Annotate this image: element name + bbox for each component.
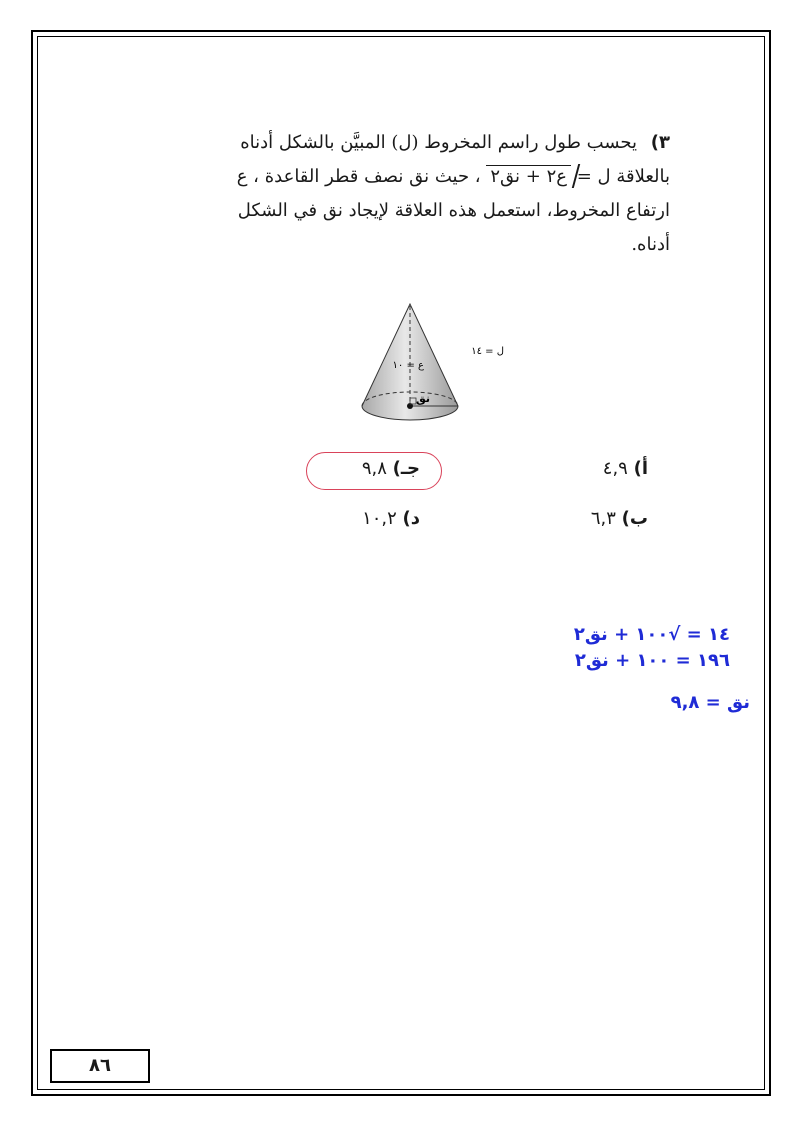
work-answer: نق = ٩,٨: [670, 692, 750, 713]
slant-label: ل = ١٤: [471, 346, 504, 357]
question-line-3: ارتفاع المخروط، استعمل هذه العلاقة لإيجاد نق في الشكل: [237, 200, 670, 221]
question-line-4: أدناه.: [631, 234, 670, 255]
choice-a[interactable]: أ) ٤,٩: [602, 458, 648, 479]
question-line-2: بالعلاقة ل = ع٢ + نق٢ ، حيث نق نصف قطر القاعدة ، ع: [236, 166, 670, 187]
work-line-2: ١٩٦ = ١٠٠ + نق٢: [574, 650, 730, 671]
work-line-1: ١٤ = √١٠٠ + نق٢: [573, 624, 730, 645]
choice-b[interactable]: ب) ٦,٣: [590, 508, 648, 529]
square-root-expression: ع٢ + نق٢: [486, 165, 571, 188]
question-number: ٣): [650, 132, 670, 153]
choice-d[interactable]: د) ١٠,٢: [362, 508, 420, 529]
page-number: ٨٦: [50, 1049, 150, 1083]
height-label: ع = ١٠: [392, 360, 424, 371]
radius-label: نق: [415, 392, 430, 405]
question-text: [170, 126, 670, 262]
cone-figure: [320, 296, 520, 426]
choice-c[interactable]: جـ) ٩,٨: [361, 458, 420, 479]
question-line-1: ٣) يحسب طول راسم المخروط (ل) المبيَّن بالشكل أدناه: [240, 132, 670, 153]
